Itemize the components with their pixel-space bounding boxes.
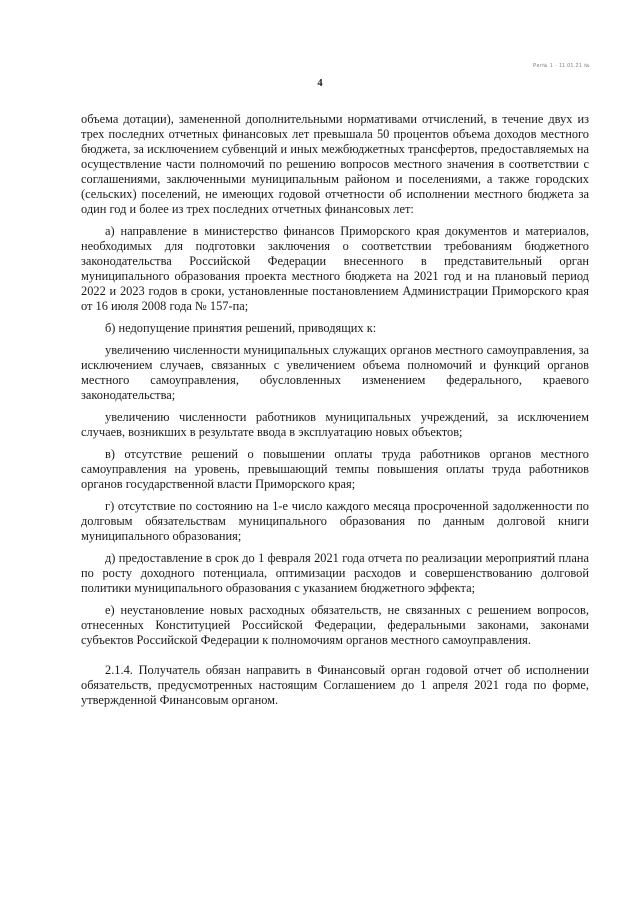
- paragraph-item-a: а) направление в министерство финансов Приморского края документов и материалов, необходимых для подготовки заключения о соответствии требованиям бюджетного законодательства Российской Федерации внесенного в представительный орган муниципального образования проекта местного бюджета на 2021 год и на плановый период 2022 и 2023 годов в сроки, установленные постановлением Администрации Приморского края от 16 июля 2008 года № 157-па;: [81, 224, 589, 313]
- paragraph-item-v: в) отсутствие решений о повышении оплаты труда работников органов местного самоуправления на уровень, превышающий темпы повышения оплаты труда работников органов государственной власти Приморского края;: [81, 447, 589, 491]
- paragraph-item-b: б) недопущение принятия решений, приводящих к:: [105, 321, 377, 335]
- paragraph-item-e: е) неустановление новых расходных обязательств, не связанных с решением вопросов, отнесенных Конституцией Российской Федерации, федеральными законами, законами субъектов Российской Федерации к полномочиям органов местного самоуправления.: [81, 603, 589, 647]
- paragraph-continuation: объема дотации), замененной дополнительными нормативами отчислений, в течение двух из трех последних отчетных финансовых лет превышала 50 процентов объема доходов местного бюджета, за исключением субвенций и иных межбюджетных трансфертов, предоставляемых на осуществление части полномочий по решению вопросов местного значения в соответствии с соглашениями, заключенными муниципальным районом и поселениями, а также городских (сельских) поселений, не имеющих годовой отчетности об исполнении местного бюджета за один год и более из трех последних отчетных финансовых лет:: [81, 112, 589, 216]
- page-number: 4: [317, 78, 323, 89]
- paragraph-clause-2-1-4: 2.1.4. Получатель обязан направить в Финансовый орган годовой отчет об исполнении обязательств, предусмотренных настоящим Соглашением до 1 апреля 2021 года по форме, утвержденной Финансовым органом.: [81, 663, 589, 707]
- paragraph-item-d: д) предоставление в срок до 1 февраля 2021 года отчета по реализации мероприятий плана по росту доходного потенциала, оптимизации расходов и совершенствованию долговой политики муниципального образования с указанием бюджетного эффекта;: [81, 551, 589, 595]
- paragraph-subitem-staff: увеличению численности муниципальных служащих органов местного самоуправления, за исключением случаев, связанных с увеличением объема полномочий и функций органов местного самоуправления, обусловленных изменением федерального, краевого законодательства;: [81, 343, 589, 402]
- paragraph-subitem-workers: увеличению численности работников муниципальных учреждений, за исключением случаев, возникших в результате ввода в эксплуатацию новых объектов;: [81, 410, 589, 439]
- registration-stamp: Рег№ 1 · 11.01.21 №: [532, 63, 590, 69]
- paragraph-item-g: г) отсутствие по состоянию на 1-е число каждого месяца просроченной задолженности по долговым обязательствам муниципального образования по данным долговой книги муниципального образования;: [81, 499, 589, 543]
- document-body: [81, 112, 589, 708]
